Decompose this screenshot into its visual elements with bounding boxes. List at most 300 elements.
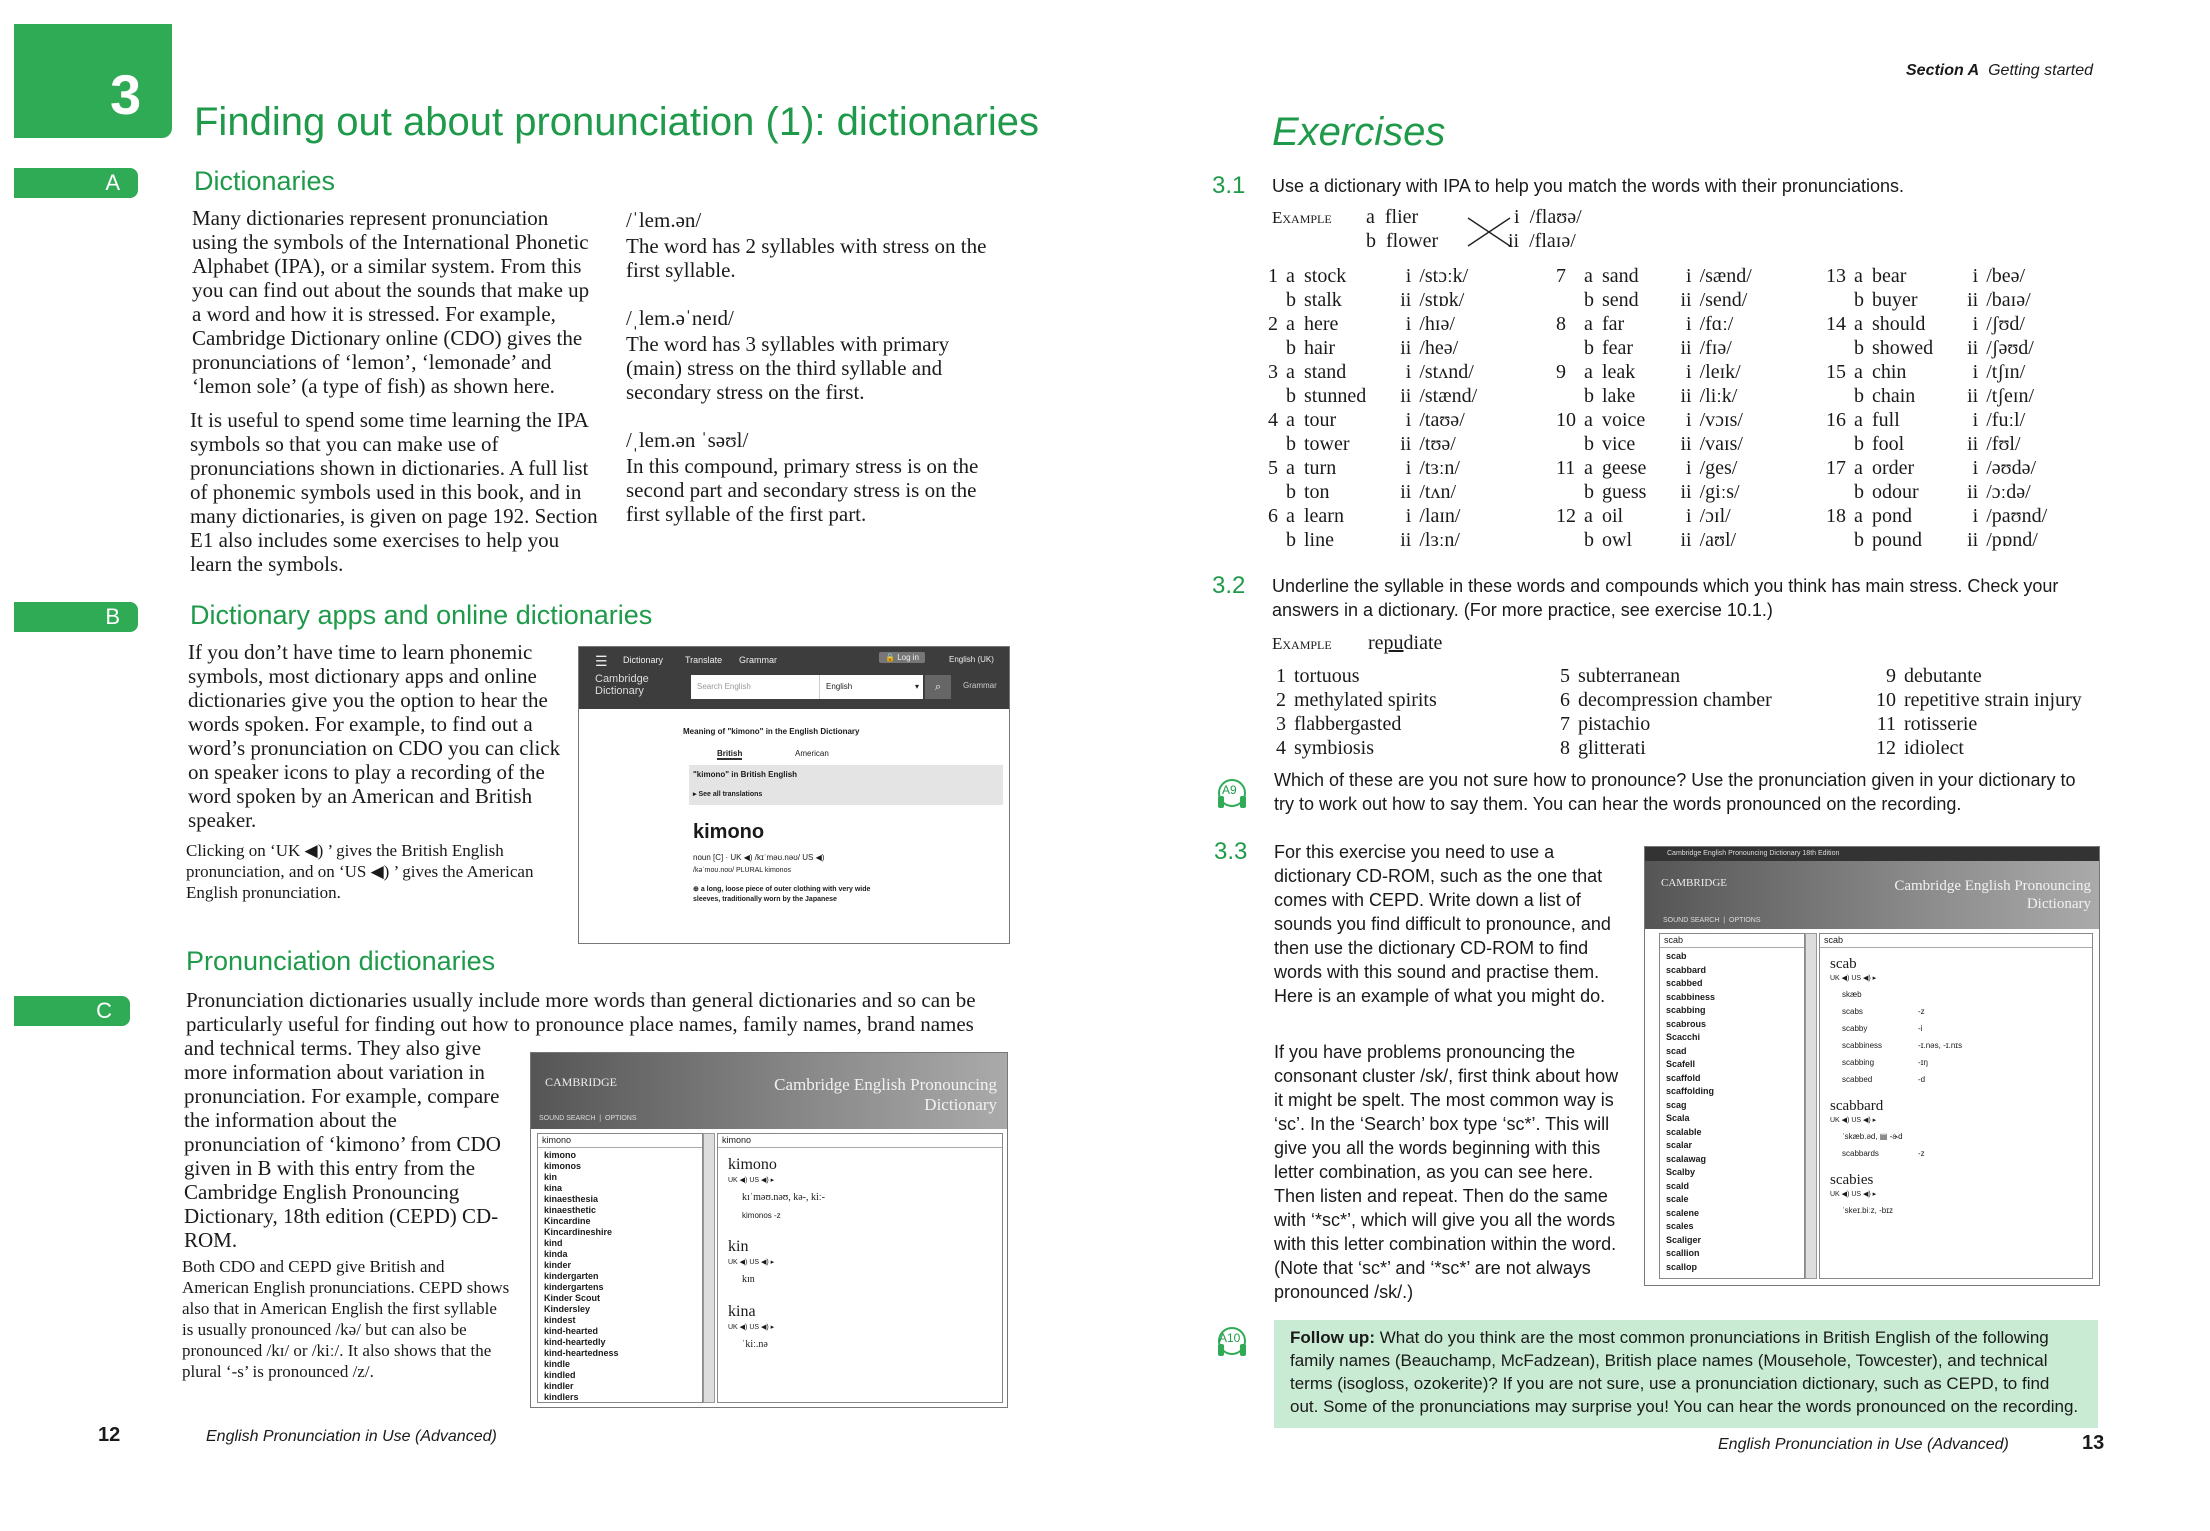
item-word: glitterati — [1578, 737, 1646, 759]
cepd-entry-line — [1842, 1206, 2082, 1215]
ipa-option: /liːk/ — [1699, 385, 1738, 407]
roman-numeral: i — [1972, 313, 1979, 335]
item-word: learn — [1304, 505, 1344, 527]
ipa-option: /heə/ — [1419, 337, 1459, 359]
cepd-list-word[interactable]: Kincardine — [544, 1216, 591, 1226]
cepd-brand: CAMBRIDGE — [1661, 877, 1728, 889]
cepd-list-word[interactable]: kindle — [544, 1359, 571, 1369]
stress-item — [1556, 688, 1776, 712]
grammar-button[interactable]: Grammar — [963, 681, 997, 690]
match-row-a — [1264, 312, 1481, 336]
cepd-audio-buttons[interactable]: UK ◀) US ◀) ▸ — [1830, 1191, 1877, 1198]
item-letter: b — [1854, 385, 1864, 407]
item-number — [1822, 384, 1850, 408]
ipa-option: /stɔːk/ — [1419, 265, 1469, 287]
item-number: 4 — [1268, 409, 1278, 431]
cepd-entry — [1830, 956, 2082, 1084]
item-number — [1552, 528, 1580, 552]
cepd-list-word[interactable]: scag — [1666, 1099, 1687, 1110]
cdo-screenshot — [578, 646, 1010, 944]
item-word: pistachio — [1578, 713, 1651, 735]
item-letter: a — [1584, 409, 1593, 431]
menu-icon[interactable]: ☰ — [595, 653, 608, 669]
sound-search-tab[interactable]: SOUND SEARCH | OPTIONS — [1663, 917, 1761, 924]
cepd-list-word[interactable]: scad — [1666, 1045, 1687, 1056]
stress-item — [1556, 664, 1776, 688]
match-row-b — [1552, 384, 1756, 408]
item-number: 9 — [1886, 665, 1896, 687]
word-list-panel[interactable] — [1659, 933, 1805, 1279]
ex32-col2 — [1556, 664, 1776, 760]
cepd-headword: scabbard — [1830, 1098, 1884, 1114]
roman-numeral: i — [1686, 265, 1692, 287]
cepd-list-word[interactable]: Scala — [1666, 1113, 1690, 1123]
tab-american[interactable]: American — [795, 749, 829, 758]
cepd-list-word[interactable]: kina — [544, 1183, 563, 1193]
cepd-scrollbar[interactable] — [703, 1133, 715, 1403]
word-list-panel[interactable] — [537, 1133, 703, 1403]
item-word: decompression chamber — [1578, 689, 1772, 711]
roman-numeral: ii — [1400, 289, 1412, 311]
sound-search-tab[interactable]: SOUND SEARCH | OPTIONS — [539, 1115, 637, 1122]
item-word: line — [1304, 529, 1334, 551]
item-letter: b — [1286, 289, 1296, 311]
cepd-headword: scabies — [1830, 1172, 1874, 1188]
section-a-para1: Many dictionaries represent pronunciation using the symbols of the International Phonetic Alphabet (IPA), or a similar system. From this you can find out about the sounds that make up a word and how it is stressed. For example, Cambridge Dictionary online (CDO) gives the pronunciations of ‘lemon’, ‘lemonade’ and ‘lemon sole’ (a type of fish) as shown here. — [192, 206, 590, 398]
ipa-option: /fʊl/ — [1986, 433, 2021, 455]
cepd-list-word[interactable]: scallop — [1666, 1261, 1698, 1272]
cepd-suffix: -z — [1918, 1007, 1925, 1016]
roman-numeral: ii — [1967, 529, 1979, 551]
stress-item — [1556, 736, 1776, 760]
match-row-b — [1822, 384, 2051, 408]
roman-numeral: ii — [1400, 337, 1412, 359]
cepd-list-word[interactable]: kimono — [544, 1150, 577, 1160]
page-title: Finding out about pronunciation (1): dictionaries — [194, 100, 1039, 144]
cepd-list-word[interactable]: kindlers — [544, 1392, 579, 1402]
cepd-entry — [728, 1156, 992, 1220]
item-number: 15 — [1826, 361, 1846, 383]
meaning-heading: Meaning of "kimono" in the English Dictionary — [683, 727, 860, 736]
match-row-a — [1552, 456, 1756, 480]
item-number — [1552, 336, 1580, 360]
cepd-entry-line — [1842, 1149, 2082, 1158]
ipa-option: /hɪə/ — [1419, 313, 1455, 335]
cepd-list-word[interactable]: kind — [544, 1238, 563, 1248]
match-row-b — [1822, 528, 2051, 552]
cepd-scrollbar[interactable] — [1805, 933, 1817, 1279]
roman-numeral: i — [1972, 457, 1979, 479]
cepd-list-word[interactable]: Kinder Scout — [544, 1293, 601, 1303]
item-letter: b — [1286, 433, 1296, 455]
cepd-word-list[interactable] — [538, 1148, 702, 1403]
ex31-cross-lines — [1466, 210, 1514, 252]
cepd-list-word[interactable]: kind-heartedness — [544, 1348, 619, 1358]
match-row-a — [1552, 312, 1756, 336]
cepd-list-word[interactable]: scabbed — [1666, 978, 1703, 988]
cepd-audio-buttons[interactable]: UK ◀) US ◀) ▸ — [1830, 975, 1877, 982]
cepd-list-word[interactable]: kind-heartedly — [544, 1337, 606, 1347]
ex31-example-ii: ii /flaɪə/ — [1508, 230, 1576, 252]
roman-numeral: i — [1405, 361, 1412, 383]
item-word: chin — [1872, 361, 1907, 383]
ipa-option: /ɔːdə/ — [1986, 481, 2031, 503]
item-word: odour — [1872, 481, 1919, 503]
ex33-para1: For this exercise you need to use a dictionary CD-ROM, such as the one that comes with CEPD. Write down a list of sounds you find difficult to pronounce, and then use the dictionary CD-ROM to find words with this sound and practise them. Here is an example of what you might do. — [1274, 842, 1611, 1006]
item-number: 13 — [1826, 265, 1846, 287]
lemon-ipa: /ˈlem.ən/ — [626, 208, 702, 232]
cepd-title: Cambridge English Pronouncing Dictionary — [1894, 878, 2091, 912]
match-row-b — [1552, 432, 1756, 456]
cepd-headword: kin — [728, 1238, 749, 1255]
roman-numeral: i — [1686, 313, 1692, 335]
ex31-number: 3.1 — [1212, 172, 1246, 199]
cepd-form: scabbiness — [1842, 1041, 1883, 1050]
cepd-entry — [1830, 1172, 2082, 1215]
cepd-list-word[interactable]: kimonos — [544, 1161, 582, 1171]
item-word: full — [1872, 409, 1900, 431]
item-letter: b — [1854, 481, 1864, 503]
cepd-form: scabbing — [1842, 1058, 1875, 1067]
cepd-kimono-screenshot — [530, 1052, 1008, 1408]
roman-numeral: ii — [1967, 289, 1979, 311]
item-word: repetitive strain injury — [1904, 689, 2082, 711]
ipa-option: /tʌn/ — [1419, 481, 1457, 503]
cepd-list-word[interactable]: kindler — [544, 1381, 574, 1391]
ipa-option: /tɜːn/ — [1419, 457, 1460, 479]
cepd-scab-screenshot — [1644, 846, 2100, 1286]
cepd-list-word[interactable]: scald — [1666, 1180, 1690, 1191]
item-number — [1264, 432, 1282, 456]
pronunciation-line-us: /kəˈmoʊ.noʊ/ PLURAL kimonos — [693, 867, 791, 874]
cepd-list-word[interactable]: scaffold — [1666, 1072, 1701, 1083]
roman-numeral: ii — [1400, 385, 1412, 407]
item-word: ton — [1304, 481, 1330, 503]
ex31-col1 — [1264, 264, 1481, 552]
cepd-list-word[interactable]: kind-hearted — [544, 1326, 599, 1336]
cepd-search-field[interactable]: scab — [1660, 934, 1804, 948]
section-c-para2: Both CDO and CEPD give British and American English pronunciations. CEPD shows also that in American English the first syllable is usually pronounced /kə/ but can also be pronounced /kɪ/ or /kiː/. It also shows that the plural ‘-s’ is pronounced /z/. — [182, 1257, 510, 1381]
cepd-list-word[interactable]: scabbard — [1666, 964, 1707, 975]
ex32-col3 — [1872, 664, 2086, 760]
match-row-a — [1822, 312, 2051, 336]
item-number — [1552, 480, 1580, 504]
cepd-list-word[interactable]: kindergartens — [544, 1282, 604, 1292]
cepd-form: scabs — [1842, 1007, 1863, 1016]
stress-item — [1272, 688, 1441, 712]
nav-grammar[interactable]: Grammar — [739, 655, 777, 665]
match-row-a — [1822, 504, 2051, 528]
item-letter: a — [1854, 313, 1863, 335]
cepd-list-word[interactable]: scaffolding — [1666, 1086, 1715, 1096]
cepd-form: scabby — [1842, 1024, 1868, 1033]
item-word: rotisserie — [1904, 713, 1978, 735]
item-word: geese — [1602, 457, 1647, 479]
cepd-list-word[interactable]: scale — [1666, 1194, 1689, 1204]
item-number — [1552, 288, 1580, 312]
cepd-list-word[interactable]: scalene — [1666, 1207, 1700, 1218]
ex33-number: 3.3 — [1214, 838, 1248, 865]
item-word: guess — [1602, 481, 1647, 503]
match-row-a — [1822, 408, 2051, 432]
cepd-entry-field: kimono — [718, 1134, 1002, 1148]
match-row-b — [1552, 288, 1756, 312]
left-page-number: 12 — [98, 1424, 121, 1446]
cepd-list-word[interactable]: kindest — [544, 1315, 576, 1325]
cepd-inflection: kimonos -z — [742, 1211, 781, 1220]
cepd-list-word[interactable]: kindergarten — [544, 1271, 599, 1281]
item-word: bear — [1872, 265, 1907, 287]
tab-british[interactable]: British — [717, 749, 743, 758]
roman-numeral: i — [1405, 409, 1412, 431]
item-number: 8 — [1560, 737, 1570, 759]
item-number: 9 — [1556, 361, 1566, 383]
unit-number: 3 — [110, 63, 142, 126]
ipa-option: /lɜːn/ — [1419, 529, 1460, 551]
cepd-entry — [1830, 1098, 2082, 1158]
ipa-option: /giːs/ — [1699, 481, 1740, 503]
match-row-a — [1822, 360, 2051, 384]
item-letter: b — [1854, 529, 1864, 551]
cepd-form: scabbed — [1842, 1075, 1873, 1084]
item-number — [1264, 336, 1282, 360]
cepd-list-word[interactable]: Scaliger — [1666, 1234, 1702, 1245]
nav-dictionary[interactable]: Dictionary — [623, 655, 664, 665]
item-word: tour — [1304, 409, 1337, 431]
stress-item — [1272, 736, 1441, 760]
item-word: stand — [1304, 361, 1347, 383]
item-letter: a — [1286, 505, 1295, 527]
roman-numeral: i — [1405, 505, 1412, 527]
lemon-explanation: The word has 2 syllables with stress on the first syllable. — [626, 234, 987, 282]
cepd-suffix: -ɪŋ — [1918, 1058, 1928, 1067]
login-button[interactable]: 🔒 Log in — [879, 652, 925, 663]
item-letter: b — [1584, 337, 1594, 359]
cepd-list-word[interactable]: scabbiness — [1666, 991, 1716, 1002]
running-header: Section A Getting started — [1906, 62, 2094, 79]
match-row-a — [1264, 408, 1481, 432]
ipa-option: /ʃʊd/ — [1986, 313, 2025, 335]
ipa-option: /ges/ — [1699, 457, 1738, 479]
cepd-list-word[interactable]: scabrous — [1666, 1018, 1707, 1029]
item-number: 11 — [1556, 457, 1576, 479]
roman-numeral: i — [1686, 505, 1692, 527]
ipa-option: /leɪk/ — [1699, 361, 1741, 383]
lemonade-explanation: The word has 3 syllables with primary (main) stress on the third syllable and secondary stress on the first. — [626, 332, 950, 404]
cepd-list-word[interactable]: scabbing — [1666, 1005, 1706, 1015]
search-language-select[interactable]: English ▾ — [819, 675, 923, 699]
search-icon[interactable]: ⌕ — [925, 675, 951, 699]
ipa-option: /stʌnd/ — [1419, 361, 1474, 383]
ex31-col3 — [1822, 264, 2051, 552]
item-letter: a — [1584, 361, 1593, 383]
item-word: oil — [1602, 505, 1624, 527]
item-letter: a — [1286, 457, 1295, 479]
match-row-b — [1552, 336, 1756, 360]
cepd-audio-buttons[interactable]: UK ◀) US ◀) ▸ — [728, 1177, 775, 1184]
item-number: 16 — [1826, 409, 1846, 431]
section-b-heading: Dictionary apps and online dictionaries — [190, 600, 653, 630]
item-letter: b — [1286, 481, 1296, 503]
ex32-followup: Which of these are you not sure how to pronounce? Use the pronunciation given in your dictionary to try to work out how to say them. You can hear the words pronounced on the recording. — [1274, 770, 2076, 814]
ipa-option: /vaɪs/ — [1699, 433, 1743, 455]
item-letter: a — [1584, 313, 1593, 335]
cepd-audio-buttons[interactable]: UK ◀) US ◀) ▸ — [728, 1324, 775, 1331]
cepd-list-word[interactable]: scalable — [1666, 1126, 1702, 1137]
item-number: 7 — [1560, 713, 1570, 735]
roman-numeral: i — [1405, 313, 1412, 335]
item-number — [1264, 384, 1282, 408]
language-select[interactable]: English (UK) — [949, 655, 994, 664]
item-letter: a — [1286, 409, 1295, 431]
roman-numeral: ii — [1680, 337, 1692, 359]
roman-numeral: ii — [1400, 433, 1412, 455]
item-letter: b — [1854, 289, 1864, 311]
cepd-list-word[interactable]: scalawag — [1666, 1153, 1707, 1164]
item-number: 5 — [1560, 665, 1570, 687]
cepd-suffix: -ɪ.nəs, -ɪ.nɪs — [1918, 1041, 1963, 1050]
cepd-entry — [728, 1238, 992, 1285]
item-number — [1264, 480, 1282, 504]
item-word: stock — [1304, 265, 1347, 287]
item-number — [1822, 480, 1850, 504]
see-all-translations[interactable]: ▸ See all translations — [689, 785, 1003, 805]
match-row-b — [1822, 480, 2051, 504]
item-letter: a — [1286, 313, 1295, 335]
item-number — [1822, 528, 1850, 552]
match-row-a — [1264, 456, 1481, 480]
item-letter: a — [1854, 505, 1863, 527]
item-number: 10 — [1876, 689, 1896, 711]
item-word: here — [1304, 313, 1339, 335]
match-row-a — [1552, 264, 1756, 288]
item-word: turn — [1304, 457, 1337, 479]
cepd-list-word[interactable]: kinaesthetic — [544, 1205, 597, 1215]
roman-numeral: ii — [1400, 529, 1412, 551]
cepd-list-word[interactable]: kin — [544, 1172, 558, 1182]
ipa-option: /tʃeɪn/ — [1986, 385, 2034, 407]
cepd-form: ˈskeɪ.biːz, -bɪz — [1842, 1206, 1894, 1215]
cepd-audio-buttons[interactable]: UK ◀) US ◀) ▸ — [1830, 1117, 1877, 1124]
cepd-list-word[interactable]: Kincardineshire — [544, 1227, 613, 1237]
ipa-option: /baɪə/ — [1986, 289, 2031, 311]
left-footer: English Pronunciation in Use (Advanced) — [206, 1428, 497, 1445]
search-input[interactable]: Search English — [691, 675, 819, 699]
item-number: 12 — [1556, 505, 1576, 527]
lemon-sole-ipa: /ˌlem.ən ˈsəʊl/ — [626, 428, 749, 452]
cepd-word-list[interactable] — [1660, 948, 1804, 1276]
cepd-search-field[interactable]: kimono — [538, 1134, 702, 1148]
match-row-b — [1264, 432, 1481, 456]
roman-numeral: ii — [1680, 433, 1692, 455]
ipa-option: /beə/ — [1986, 265, 2026, 287]
item-letter: b — [1286, 337, 1296, 359]
cepd-list-word[interactable]: kinder — [544, 1260, 572, 1270]
roman-numeral: i — [1405, 265, 1412, 287]
cepd-entry-line — [1842, 1007, 2082, 1016]
section-c-para1b: and technical terms. They also give more information about variation in pronunciation. For example, compare the information about the pronunciation of ‘kimono’ from CDO given in B with this entry from the Cambridge English Pronouncing Dictionary, 18th edition (CEPD) CD-ROM. — [184, 1036, 501, 1252]
match-row-b — [1264, 528, 1481, 552]
item-word: pond — [1872, 505, 1912, 527]
audio-a10-icon[interactable]: A10 — [1214, 1326, 1250, 1360]
cepd-form: ˈskæb.əd, ▤ -ɚd — [1842, 1132, 1903, 1141]
stress-item — [1272, 712, 1441, 736]
section-tab-c: C — [14, 996, 130, 1026]
unit-number-box — [14, 24, 172, 138]
item-number — [1822, 288, 1850, 312]
cepd-list-word[interactable]: Scalby — [1666, 1167, 1696, 1177]
cepd-entry — [728, 1303, 992, 1350]
item-word: sand — [1602, 265, 1639, 287]
cepd-entry-line — [1842, 1058, 2082, 1067]
cepd-list-word[interactable]: scalar — [1666, 1140, 1693, 1150]
stress-item — [1272, 664, 1441, 688]
ipa-option: /fɪə/ — [1699, 337, 1732, 359]
item-word: far — [1602, 313, 1625, 335]
cepd-list-word[interactable]: kinda — [544, 1249, 568, 1259]
cepd-list-word[interactable]: kinaesthesia — [544, 1194, 599, 1204]
item-word: symbiosis — [1294, 737, 1375, 759]
item-number — [1822, 336, 1850, 360]
cepd-entries — [718, 1148, 1002, 1376]
cepd-title: Cambridge English Pronouncing Dictionary — [774, 1075, 997, 1114]
roman-numeral: ii — [1967, 337, 1979, 359]
item-word: pound — [1872, 529, 1922, 551]
item-letter: a — [1286, 265, 1295, 287]
cepd-suffix: -z — [1918, 1149, 1925, 1158]
cepd-audio-buttons[interactable]: UK ◀) US ◀) ▸ — [728, 1259, 775, 1266]
cepd-list-word[interactable]: kindled — [544, 1370, 576, 1380]
section-c-para1: Pronunciation dictionaries usually include more words than general dictionaries and so can be particularly useful for finding out how to pronounce place names, family names, brand names — [186, 988, 976, 1036]
item-letter: a — [1854, 361, 1863, 383]
nav-translate[interactable]: Translate — [685, 655, 723, 665]
ipa-option: /sænd/ — [1699, 265, 1752, 287]
ipa-option: /ʃəʊd/ — [1986, 337, 2034, 359]
item-number: 3 — [1276, 713, 1286, 735]
item-word: lake — [1602, 385, 1636, 407]
item-number: 2 — [1268, 313, 1278, 335]
roman-numeral: ii — [1680, 481, 1692, 503]
audio-a9-icon[interactable]: A9 — [1214, 778, 1250, 812]
ex32-instruction: Underline the syllable in these words and compounds which you think has main stress. Check your answers in a dictionary. (For more practice, see exercise 10.1.) — [1272, 576, 2059, 620]
match-row-b — [1264, 336, 1481, 360]
pronunciation-line[interactable]: noun [C] · UK ◀) /kɪˈməʊ.nəʊ/ US ◀) — [693, 853, 825, 862]
cepd-list-word[interactable]: Scacchi — [1666, 1032, 1701, 1042]
match-row-a — [1264, 264, 1481, 288]
cepd-list-word[interactable]: scales — [1666, 1221, 1694, 1231]
followup-box — [1274, 1320, 2098, 1428]
ipa-option: /stænd/ — [1419, 385, 1478, 407]
stress-item — [1872, 712, 2086, 736]
cepd-ipa: kɪˈməʊ.nəʊ, kə-, kiː- — [742, 1192, 825, 1203]
cdo-logo[interactable]: Cambridge Dictionary — [595, 673, 649, 697]
ipa-option: /ɔɪl/ — [1699, 505, 1731, 527]
cepd-list-word[interactable]: Scafell — [1666, 1059, 1696, 1069]
item-word: flabbergasted — [1294, 713, 1402, 735]
item-number: 14 — [1826, 313, 1846, 335]
cepd-list-word[interactable]: Kindersley — [544, 1304, 591, 1314]
ex32-example-word: repudiate — [1368, 632, 1443, 654]
cepd-suffix: -d — [1918, 1075, 1926, 1084]
cepd-list-word[interactable]: scab — [1666, 951, 1687, 961]
match-row-a — [1552, 360, 1756, 384]
section-tab-a: A — [14, 168, 138, 198]
roman-numeral: ii — [1967, 385, 1979, 407]
section-a-para2: It is useful to spend some time learning the IPA symbols so that you can make use of pronunciations shown in dictionaries. A full list of phonemic symbols used in this book, and in many dictionaries, is given on page 192. Section E1 also includes some exercises to help you learn the symbols. — [190, 408, 598, 576]
cepd-headword: scab — [1830, 956, 1857, 972]
cepd-list-word[interactable]: scallion — [1666, 1248, 1700, 1258]
item-word: fool — [1872, 433, 1905, 455]
